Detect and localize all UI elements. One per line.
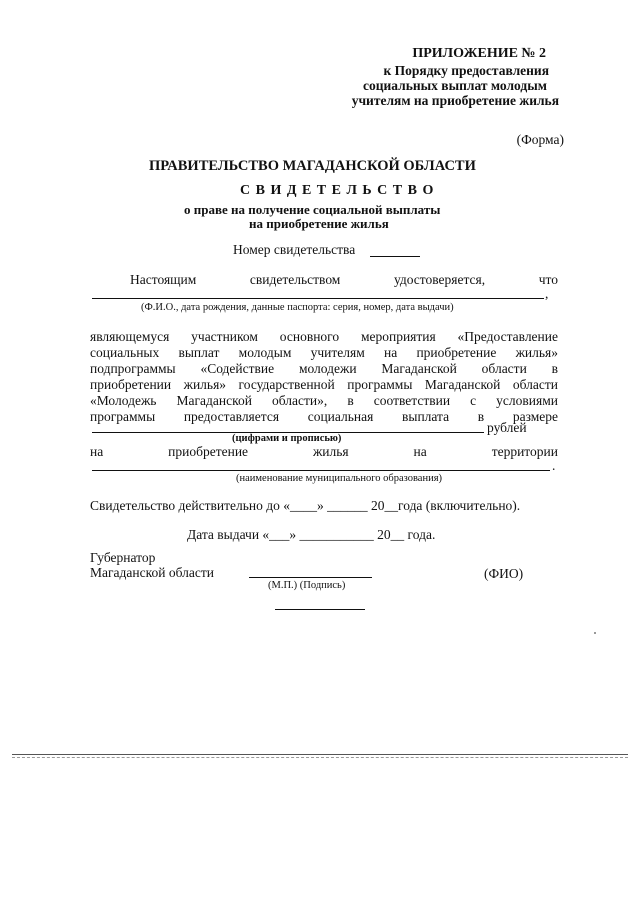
body-paragraph	[90, 329, 558, 425]
signature-line	[249, 577, 372, 578]
form-label: (Форма)	[516, 132, 564, 147]
certificate-number-label: Номер свидетельства	[233, 242, 356, 257]
appendix-title: ПРИЛОЖЕНИЕ № 2	[412, 46, 546, 61]
certificate-number-field	[370, 256, 420, 257]
appendix-line-3: учителям на приобретение жилья	[351, 93, 559, 108]
municipality-hint: (наименование муниципального образования)	[236, 473, 443, 484]
territory-word: на	[90, 444, 104, 459]
fio-field	[92, 298, 544, 299]
extra-signature-line	[275, 609, 365, 610]
body-line: подпрограммы «Содействие молодежи Магаданской области в	[90, 361, 558, 376]
subtitle-line-2: на приобретение жилья	[249, 216, 389, 231]
intro-row	[130, 272, 558, 288]
territory-word: на	[413, 444, 427, 459]
amount-hint: (цифрами и прописью)	[232, 433, 342, 444]
body-line: являющемуся участником основного мероприятия «Предоставление	[90, 329, 558, 344]
body-line: «Молодежь Магаданской области», в соответствии с условиями	[90, 393, 558, 408]
government-heading: ПРАВИТЕЛЬСТВО МАГАДАНСКОЙ ОБЛАСТИ	[149, 158, 476, 174]
rubles-label: рублей	[487, 420, 527, 435]
intro-word: что	[538, 272, 558, 287]
signature-hint: (М.П.) (Подпись)	[268, 580, 346, 591]
valid-until: Свидетельство действительно до «____» ______ 20__года (включительно).	[90, 498, 521, 513]
page-bottom-rule	[12, 754, 628, 755]
subtitle-line-1: о праве на получение социальной выплаты	[184, 202, 441, 217]
governor-line-1: Губернатор	[90, 550, 156, 565]
body-line: социальных выплат молодым учителям на приобретение жилья»	[90, 345, 558, 360]
intro-word: удостоверяется,	[393, 272, 486, 287]
municipality-field	[92, 470, 550, 471]
governor-line-2: Магаданской области	[90, 565, 214, 580]
issue-date: Дата выдачи «___» ___________ 20__ года.	[187, 527, 436, 542]
intro-word: Настоящим	[130, 272, 197, 287]
page-bottom-rule-faint	[12, 757, 628, 758]
appendix-line-2: социальных выплат молодым	[362, 78, 547, 93]
fio-label: (ФИО)	[484, 566, 524, 581]
scan-speck	[594, 632, 596, 634]
appendix-line-1: к Порядку предоставления	[383, 63, 549, 78]
fio-hint: (Ф.И.О., дата рождения, данные паспорта: серия, номер, дата выдачи)	[141, 302, 454, 313]
territory-word: жилья	[312, 444, 349, 459]
document-title: С В И Д Е Т Е Л Ь С Т В О	[240, 183, 435, 198]
fio-comma: ,	[545, 286, 549, 301]
body-line: программы предоставляется социальная выплата в размере	[90, 409, 558, 424]
territory-row	[90, 444, 558, 460]
body-line: приобретении жилья» государственной программы Магаданской области	[90, 377, 558, 392]
municipality-period: .	[552, 458, 556, 473]
territory-word: территории	[491, 444, 558, 459]
intro-word: свидетельством	[249, 272, 341, 287]
territory-word: приобретение	[168, 444, 249, 459]
